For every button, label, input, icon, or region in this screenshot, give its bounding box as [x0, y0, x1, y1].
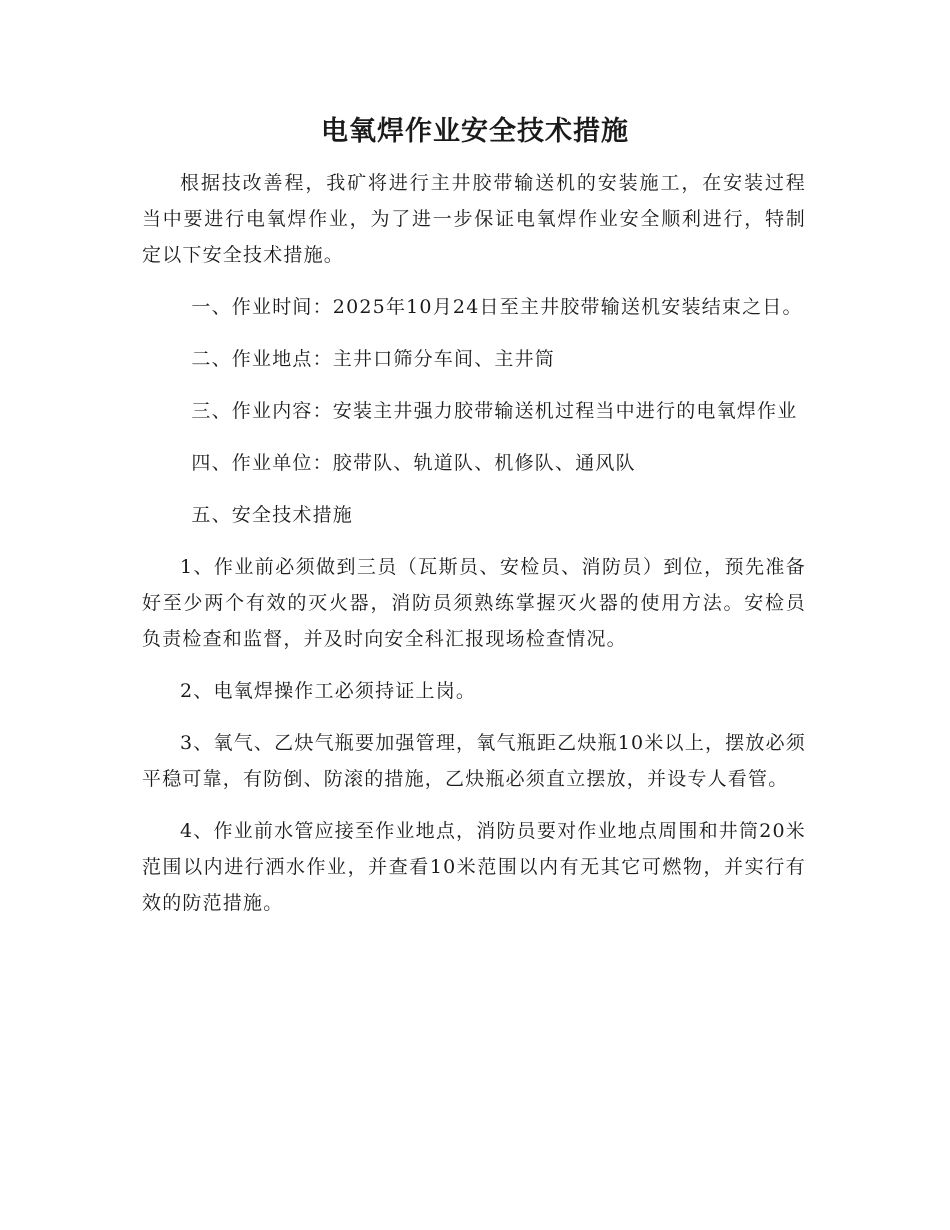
paragraph-measure-3: 3、氧气、乙炔气瓶要加强管理，氧气瓶距乙炔瓶10米以上，摆放必须平稳可靠，有防倒、防滚的措施，乙炔瓶必须直立摆放，并设专人看管。: [142, 732, 806, 790]
paragraph-intro: 根据技改善程，我矿将进行主井胶带输送机的安装施工，在安装过程当中要进行电氧焊作业，为了进一步保证电氧焊作业安全顺利进行，特制定以下安全技术措施。: [142, 172, 806, 266]
paragraph-work-units: 四、作业单位：胶带队、轨道队、机修队、通风队: [191, 452, 636, 474]
paragraph-measure-4: 4、作业前水管应接至作业地点，消防员要对作业地点周围和井筒20米范围以内进行洒水作业，并查看10米范围以内有无其它可燃物，并实行有效的防范措施。: [142, 820, 806, 914]
paragraph-work-location: 二、作业地点：主井口筛分车间、主井筒: [191, 348, 555, 370]
paragraph-measure-1: 1、作业前必须做到三员（瓦斯员、安检员、消防员）到位，预先准备好至少两个有效的灭火器，消防员须熟练掌握灭火器的使用方法。安检员负责检查和监督，并及时向安全科汇报现场检查情况。: [142, 556, 806, 650]
document-body: [142, 165, 806, 937]
paragraph-measure-2: 2、电氧焊操作工必须持证上岗。: [180, 680, 477, 702]
paragraph-work-content: 三、作业内容：安装主井强力胶带输送机过程当中进行的电氧焊作业: [191, 400, 798, 422]
document-title: 电氧焊作业安全技术措施: [321, 116, 629, 147]
paragraph-work-time: 一、作业时间：2025年10月24日至主井胶带输送机安装结束之日。: [191, 296, 803, 318]
paragraph-safety-heading: 五、安全技术措施: [191, 504, 353, 526]
